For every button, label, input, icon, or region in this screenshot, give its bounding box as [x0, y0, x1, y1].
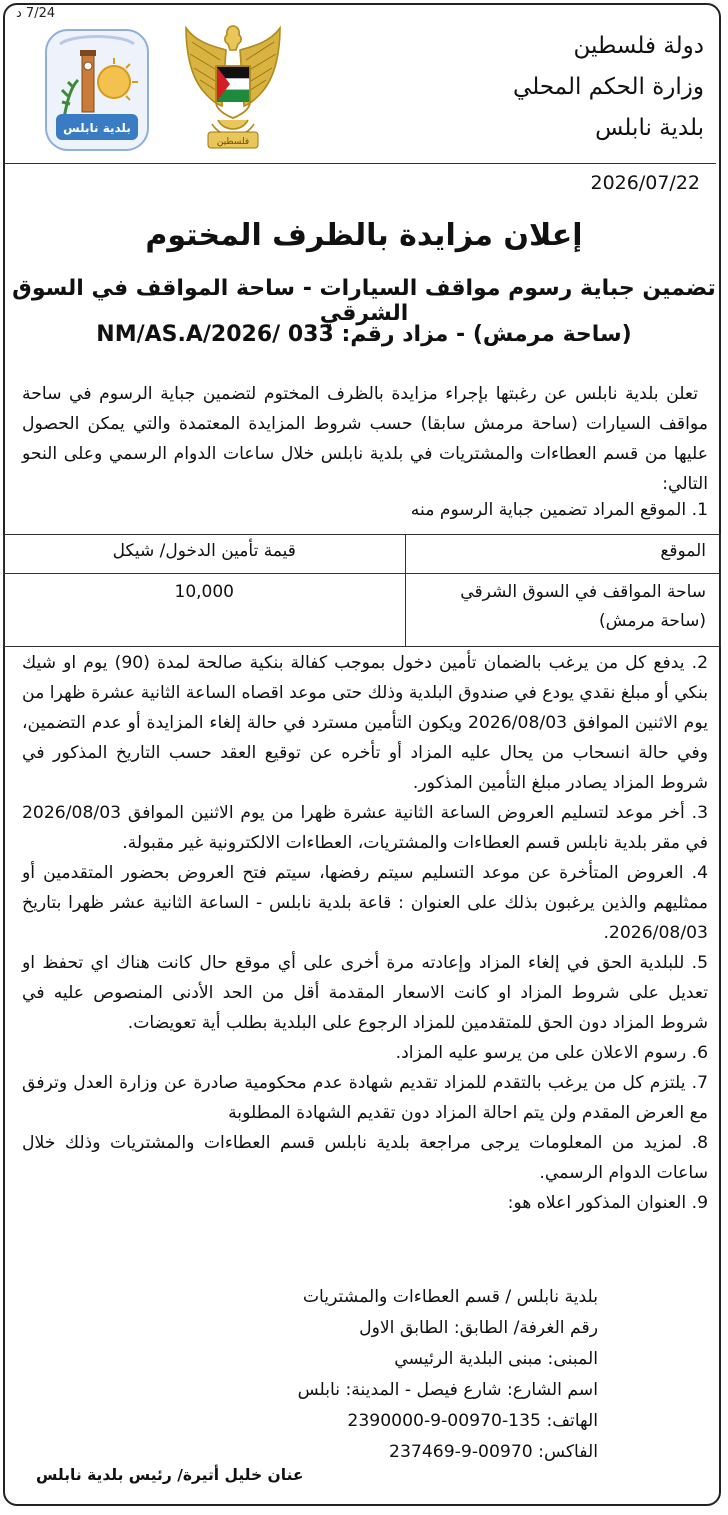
cell-site: ساحة المواقف في السوق الشرقي (ساحة مرمش) [405, 574, 720, 647]
nablus-municipality-logo-icon [42, 26, 152, 154]
header-deposit: قيمة تأمين الدخول/ شيكل [4, 535, 406, 574]
header-ministry: وزارة الحكم المحلي [513, 74, 704, 100]
palestine-emblem-icon [182, 20, 284, 158]
flag-shield [216, 66, 250, 118]
address-street: اسم الشارع: شارع فيصل - المدينة: نابلس [297, 1380, 598, 1400]
header-divider [5, 163, 716, 164]
condition-item-9: 9. العنوان المذكور اعلاه هو: [507, 1193, 708, 1213]
condition-item-1: 1. الموقع المراد تضمين جباية الرسوم منه [410, 500, 708, 520]
conditions-list [22, 648, 708, 1218]
announcement-title: إعلان مزايدة بالظرف المختوم [145, 218, 583, 253]
condition-item-6: 6. رسوم الاعلان على من يرسو عليه المزاد. [395, 1043, 708, 1063]
address-building: المبنى: مبنى البلدية الرئيسي [394, 1349, 598, 1369]
cell-deposit: 10,000 [4, 574, 406, 647]
announcement-date: 2026/07/22 [590, 172, 700, 194]
condition-item-4: 4. العروض المتأخرة عن موعد التسليم سيتم رفضها، سيتم فتح العروض بحضور المتقدمين أو ممثليهم والذين يرغبون بذلك على العنوان : قاعة بلدية نابلس - الساعة الثانية عشر ظهرا بتاريخ 2026/08/03. [22, 863, 708, 943]
condition-item-5: 5. للبلدية الحق في إلغاء المزاد وإعادته مرة أخرى على أي موقع حال كانت هناك اي تحفظ او تعديل على شروط المزاد او كانت الاسعار المقدمة أقل من الحد الأدنى المنصوص عليه في شروط المزاد دون الحق للمتقدمين للمزاد الرجوع على البلدية بطلب أية تعويضات. [22, 953, 708, 1033]
condition-item-3: 3. أخر موعد لتسليم العروض الساعة الثانية عشرة ظهرا من يوم الاثنين الموافق 2026/08/03 في مقر بلدية نابلس قسم العطاءات والمشتريات، العطاءات الالكترونية غير مقبولة. [22, 803, 708, 853]
condition-item-7: 7. يلتزم كل من يرغب بالتقدم للمزاد تقديم شهادة عدم محكومية صادرة عن وزارة العدل وترفق مع العرض المقدم ولن يتم احالة المزاد دون تقديم الشهادة المطلوبة [22, 1073, 708, 1123]
mayor-signature: عنان خليل أتيرة/ رئيس بلدية نابلس [36, 1466, 304, 1484]
intro-paragraph [22, 379, 708, 499]
auction-number: (ساحة مرمش) - مزاد رقم: 033 /NM/AS.A/2026 [96, 322, 632, 347]
address-department: بلدية نابلس / قسم العطاءات والمشتريات [302, 1287, 598, 1307]
emblem-caption: فلسطين [216, 137, 250, 147]
header-municipality: بلدية نابلس [595, 115, 704, 141]
address-phone: الهاتف: 135-00970-9-2390000 [347, 1411, 598, 1431]
contact-address [298, 1282, 598, 1468]
logo-caption: بلدية نابلس [63, 121, 131, 135]
intro-text: تعلن بلدية نابلس عن رغبتها بإجراء مزايدة بالظرف المختوم لتضمين جباية الرسوم في ساحة مواقف السيارات (ساحة مرمش سابقا) حسب شروط المزايدة المعتمدة والتي يمكن الحصول عليها من قسم العطاءات والمشتريات في بلدية نابلس خلال ساعات الدوام الرسمي وعلى النحو التالي: [22, 384, 708, 494]
sites-table [3, 534, 721, 647]
corner-code: 7/24 د [16, 6, 56, 21]
table-header-row [4, 535, 721, 574]
issuer-header [513, 26, 704, 149]
announcement-subtitle: تضمين جباية رسوم مواقف السيارات - ساحة المواقف في السوق الشرقي [12, 276, 716, 326]
condition-item-2: 2. يدفع كل من يرغب بالضمان تأمين دخول بموجب كفالة بنكية صالحة لمدة (90) يوم او شيك بنكي أو مبلغ نقدي يودع في صندوق البلدية وذلك حتى موعد اقصاه الساعة الثانية عشرة ظهرا من يوم الاثنين الموافق 2026/08/03 ويكون التأمين مسترد في حالة إلغاء المزايدة أو عدم التضمين، وفي حالة انسحاب من يحال عليه المزاد أو تأخره عن توقيع العقد حسب التاريخ المذكور في شروط المزاد يصادر مبلغ التأمين المذكور. [22, 653, 708, 793]
header-state: دولة فلسطين [573, 33, 704, 59]
condition-item-8: 8. لمزيد من المعلومات يرجى مراجعة بلدية نابلس قسم العطاءات والمشتريات وذلك خلال ساعات الدوام الرسمي. [22, 1133, 708, 1183]
address-fax: الفاكس: 00970-9-237469 [389, 1442, 598, 1462]
header-site: الموقع [405, 535, 720, 574]
table-row [4, 574, 721, 647]
address-floor: رقم الغرفة/ الطابق: الطابق الاول [359, 1318, 598, 1338]
